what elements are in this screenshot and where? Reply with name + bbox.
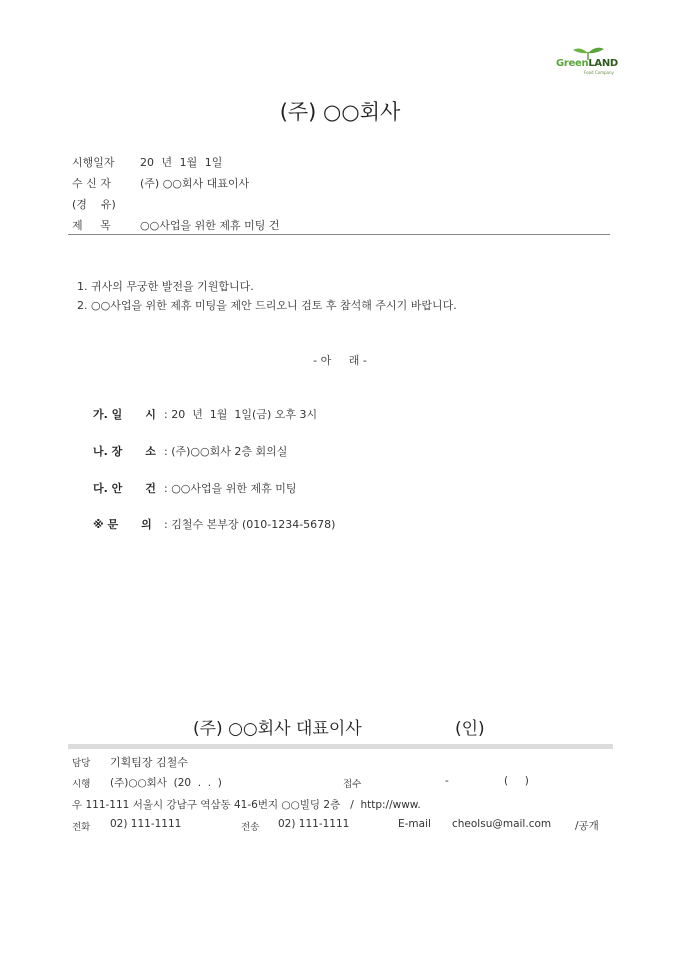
logo-wordmark: GreenLAND: [556, 58, 618, 69]
exec-label: 시행: [72, 779, 91, 790]
date-value: 20 년 1월 1일: [140, 156, 223, 169]
fax-label: 전송: [241, 822, 260, 833]
fax-value: 02) 111-1111: [278, 818, 350, 830]
receipt-paren: ( ): [504, 775, 529, 787]
body-line-2: 2. ○○사업을 위한 제휴 미팅을 제안 드리오니 검토 후 참석해 주시기 바랍니다.: [77, 299, 457, 312]
item-contact-label: ※ 문 의: [93, 518, 152, 531]
date-label: 시행일자: [72, 156, 115, 169]
disclosure-status: /공개: [575, 820, 599, 832]
body-line-1: 1. 귀사의 무궁한 발전을 기원합니다.: [77, 280, 254, 293]
email-label: E-mail: [398, 818, 431, 830]
item-time-label: 가. 일 시: [93, 408, 156, 421]
email-value[interactable]: cheolsu@mail.com: [452, 818, 552, 830]
charge-value: 기획팀장 김철수: [110, 756, 188, 769]
meta-divider: [68, 234, 610, 235]
receipt-dash: -: [445, 775, 449, 787]
footer-divider: [68, 744, 613, 749]
recipient-value: (주) ○○회사 대표이사: [140, 177, 250, 190]
item-place-label: 나. 장 소: [93, 445, 156, 458]
recipient-label: 수 신 자: [72, 177, 111, 190]
logo-subtitle: Food Company: [584, 70, 614, 75]
receipt-label: 접수: [343, 779, 362, 790]
company-logo: [556, 46, 616, 76]
subject-label: 제 목: [72, 219, 111, 232]
via-label: (경 유): [72, 198, 116, 211]
item-agenda-label: 다. 안 건: [93, 482, 156, 495]
item-time-value: : 20 년 1월 1일(금) 오후 3시: [164, 408, 318, 421]
item-place-value: : (주)○○회사 2층 회의실: [164, 445, 288, 458]
signature-name: (주) ○○회사 대표이사: [193, 719, 362, 739]
item-agenda-value: : ○○사업을 위한 제휴 미팅: [164, 482, 297, 495]
subject-value: ○○사업을 위한 제휴 미팅 건: [140, 219, 280, 232]
signature-seal: (인): [455, 719, 485, 739]
item-contact-value: : 김철수 본부장 (010-1234-5678): [164, 518, 336, 531]
address-line: 우 111-111 서울시 강남구 역삼동 41-6번지 ○○빌딩 2층 / http://www.: [72, 799, 421, 811]
tel-label: 전화: [72, 822, 91, 833]
tel-value: 02) 111-1111: [110, 818, 182, 830]
exec-value: (주)○○회사 (20 . . ): [110, 777, 222, 789]
below-heading: - 아 래 -: [313, 354, 367, 367]
charge-label: 담당: [72, 758, 91, 769]
document-title: (주) ○○회사: [279, 100, 401, 124]
